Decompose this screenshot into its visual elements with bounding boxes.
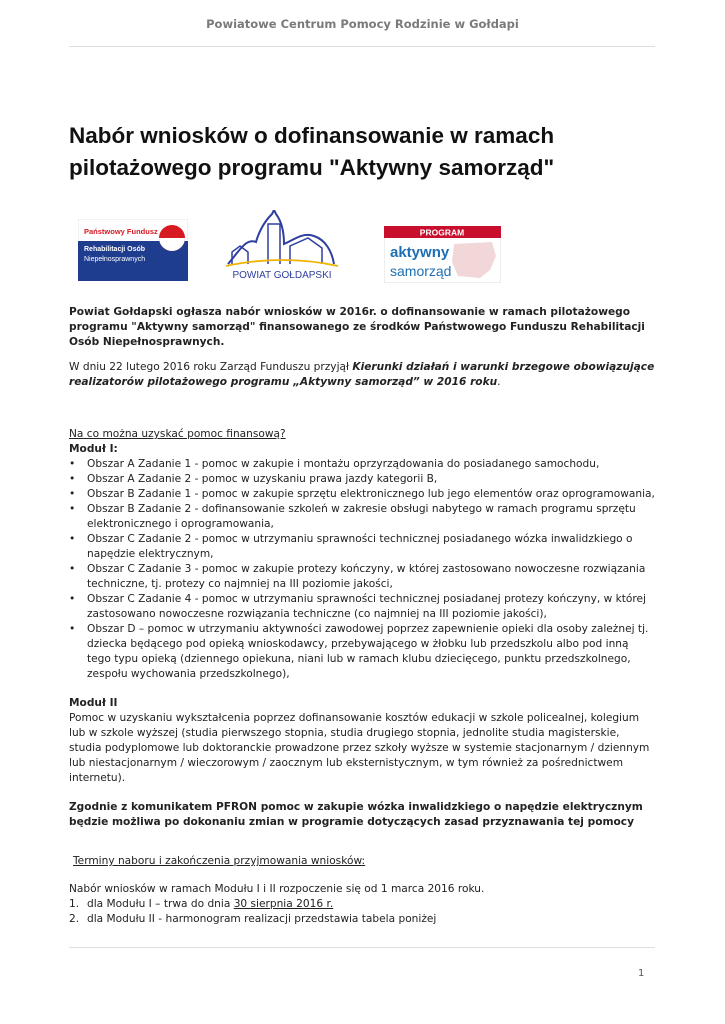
list-item-text: Obszar C Zadanie 2 - pomoc w utrzymaniu sprawności technicznej posiadanego wózka inwalidzkiego o napędzie elektrycznym, (87, 533, 633, 560)
powiat-logo (222, 210, 342, 282)
bullet-marker: • (69, 593, 76, 605)
list-item (69, 532, 655, 562)
module1-heading: Moduł I: (69, 443, 118, 455)
list-item-text: Obszar B Zadanie 1 - pomoc w zakupie sprzętu elektronicznego lub jego elementów oraz oprogramowania, (87, 488, 655, 500)
deadlines-intro: Nabór wniosków w ramach Modułu I i II rozpoczenie się od 1 marca 2016 roku. (69, 883, 485, 895)
main-content (69, 305, 655, 927)
bullet-marker: • (69, 488, 76, 500)
intro-date-prefix: W dniu 22 lutego 2016 roku Zarząd Funduszu przyjął (69, 361, 353, 373)
bullet-marker: • (69, 503, 76, 515)
pfron-line3: Niepełnosprawnych (84, 256, 146, 263)
page-title: Nabór wniosków o dofinansowanie w ramach pilotażowego programu "Aktywny samorząd" (69, 123, 555, 180)
deadline-date: 30 sierpnia 2016 r. (233, 898, 334, 910)
footer-divider (69, 947, 655, 948)
deadline-item-2-text: dla Modułu II - harmonogram realizacji przedstawia tabela poniżej (87, 913, 437, 925)
pfron-notice: Zgodnie z komunikatem PFRON pomoc w zakupie wózka inwalidzkiego o napędzie elektrycznym będzie możliwa po dokonaniu zmian w programie dotyczących zasad przyznawania tej pomocy (69, 801, 643, 828)
module1-question: Na co można uzyskać pomoc finansową? (69, 428, 286, 440)
page-header: Powiatowe Centrum Pomocy Rodzinie w Gołdapi (206, 17, 519, 31)
bullet-marker: • (69, 623, 76, 635)
module2-text: Pomoc w uzyskaniu wykształcenia poprzez dofinansowanie kosztów edukacji w szkole policealnej, kolegium lub w szkole wyższej (studia pierwszego stopnia, studia drugiego stopnia, jednolite studia magisterskie, studia podyplomowe lub doktoranckie prowadzone przez szkoły wyższe w systemie stacjonarnym / dziennym lub niestacjonarnym / wieczorowym / zaocznym lub eksternistycznym, w tym również za pośrednictwem internetu). (69, 712, 650, 784)
pfron-line1: Państwowy Fundusz (84, 227, 158, 236)
aktywny-samorzad-logo (384, 226, 501, 283)
page-number: 1 (638, 968, 645, 979)
deadline-item-2 (69, 912, 655, 927)
module1-list (69, 457, 655, 682)
header-divider (69, 46, 655, 47)
list-item (69, 457, 655, 472)
list-item (69, 592, 655, 622)
list-item-text: Obszar C Zadanie 3 - pomoc w zakupie protezy kończyny, w której zastosowano nowoczesne rozwiązania techniczne, tj. protezy co najmniej na III poziomie jakości, (87, 563, 646, 590)
deadline-item-2-number: 2. (69, 913, 80, 925)
intro-date-paragraph (69, 360, 655, 390)
deadlines-heading: Terminy naboru i zakończenia przyjmowania wniosków: (73, 855, 366, 867)
list-item-text: Obszar B Zadanie 2 - dofinansowanie szkoleń w zakresie obsługi nabytego w ramach programu sprzętu elektronicznego i oprogramowania, (87, 503, 636, 530)
bullet-marker: • (69, 458, 76, 470)
list-item (69, 487, 655, 502)
program-word1: aktywny (390, 244, 450, 261)
powiat-logo-graphic (222, 210, 342, 282)
pfron-logo (78, 219, 188, 281)
program-word2: samorząd (390, 263, 452, 279)
list-item (69, 622, 655, 682)
list-item-text: Obszar C Zadanie 4 - pomoc w utrzymaniu sprawności technicznej posiadanej protezy kończyny, w której zastosowano nowoczesne rozwiązania techniczne (co najmniej na III poziomie jakości), (87, 593, 646, 620)
deadline-item-1 (69, 897, 655, 912)
bullet-marker: • (69, 563, 76, 575)
list-item-text: Obszar A Zadanie 1 - pomoc w zakupie i montażu oprzyrządowania do posiadanego samochodu, (87, 458, 600, 470)
bullet-marker: • (69, 473, 76, 485)
list-item (69, 472, 655, 487)
aktywny-samorzad-graphic (384, 226, 501, 283)
list-item-text: Obszar D – pomoc w utrzymaniu aktywności zawodowej poprzez zapewnienie opieki dla osoby zależnej tj. dziecka będącego pod opieką wnioskodawcy, przebywającego w żłobku lub przedszkolu albo pod inną tego typu opieką (dziennego opiekuna, niani lub w ramach klubu dziecięcego, punktu przedszkolnego, zespołu wychowania przedszkolnego), (87, 623, 649, 680)
bullet-marker: • (69, 533, 76, 545)
logo-strip (0, 210, 725, 290)
intro-announcement: Powiat Gołdapski ogłasza nabór wniosków w 2016r. o dofinansowanie w ramach pilotażowego programu "Aktywny samorząd" finansowanego ze środków Państwowego Funduszu Rehabilitacji Osób Niepełnosprawnych. (69, 306, 645, 348)
pfron-line2: Rehabilitacji Osób (84, 246, 146, 253)
deadline-item-1-number: 1. (69, 898, 80, 910)
program-label: PROGRAM (419, 227, 465, 238)
list-item (69, 502, 655, 532)
list-item (69, 562, 655, 592)
intro-date-emphasis: Kierunki działań i warunki brzegowe obowiązujące realizatorów pilotażowego programu „Aktywny samorząd” w 2016 roku (69, 361, 655, 388)
module2-heading: Moduł II (69, 697, 118, 709)
powiat-logo-text: POWIAT GOŁDAPSKI (232, 270, 332, 281)
deadline-item-1-text: dla Modułu I – trwa do dnia (87, 898, 234, 910)
pfron-logo-graphic (78, 219, 188, 281)
intro-date-suffix: . (497, 376, 501, 388)
list-item-text: Obszar A Zadanie 2 - pomoc w uzyskaniu prawa jazdy kategorii B, (87, 473, 438, 485)
